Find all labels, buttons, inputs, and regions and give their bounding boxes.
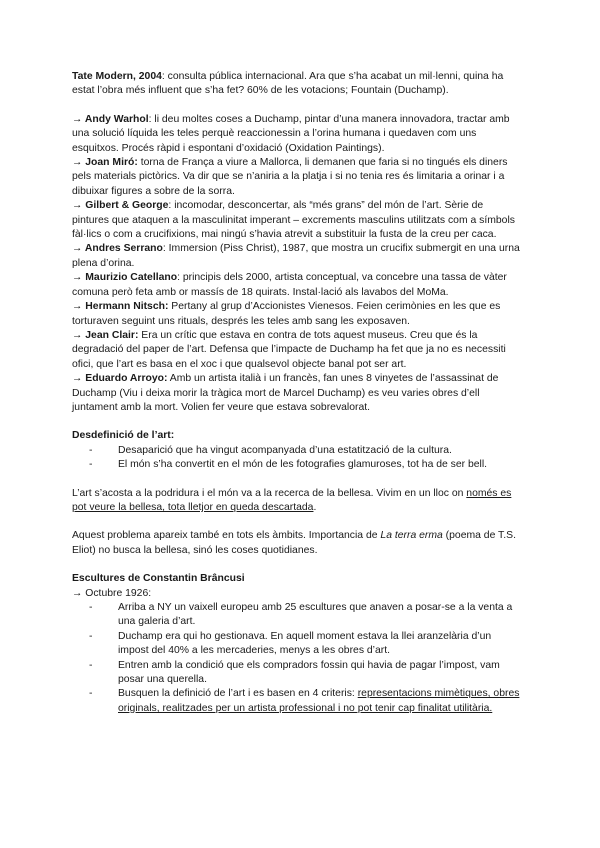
artist-name: Eduardo Arroyo:: [85, 373, 168, 385]
artist-name: Hermann Nitsch:: [85, 301, 169, 313]
section-heading-brancusi: Escultures de Constantin Brâncusi: [72, 573, 245, 585]
artist-text: : principis dels 2000, artista conceptual, va concebre una tassa de vàter comuna però feta amb or massís de 18 quirats. Instal·lació als lavabos del MoMa.: [72, 272, 507, 298]
artist-entry: [72, 300, 520, 329]
arrow-icon: →: [72, 200, 86, 212]
arrow-icon: →: [72, 272, 86, 284]
brancusi-date: → Octubre 1926:: [72, 587, 152, 599]
list-item: [89, 601, 520, 630]
artist-name: Andres Serrano: [84, 243, 163, 255]
podridura-end: .: [313, 501, 317, 513]
artist-text: Era un crític que estava en contra de tots aquest museus. Creu que és la degradació del paper de l’art. Defensa que l’impacte de Duchamp ha fet que ja no es necessiti ofici, que l’art es basa en el xoc i que qualsevol objecte banal pot ser art.: [72, 329, 506, 370]
brancusi-list: [72, 601, 520, 716]
list-item: [89, 630, 520, 659]
artist-text: : incomodar, desconcertar, als “més grans” del món de l’art. Sèrie de pintures que ataquen a la masculinitat imperant – excrements masculins utilitzats com a símbols fàl·lics o com a crucifixions, mai ningú s’havia atrevit a substituir la fusta de la creu per caca.: [72, 200, 515, 241]
list-item: - El món s’ha convertit en el món de les fotografies glamuroses, tot ha de ser bell.: [89, 458, 520, 472]
artist-text: Amb un artista italià i un francès, fan unes 8 vinyetes de l’assassinat de Duchamp (Viu i deixa morir la tràgica mort de Marcel Duchamp) es veu varies obres d’ell juntament amb la mort. Volien fer veure que estava sobrevalorat.: [72, 373, 499, 413]
arrow-icon: →: [72, 301, 86, 313]
list-item-text: Busquen la definició de l’art i es basen en 4 criteris:: [118, 688, 358, 700]
arrow-icon: →: [72, 113, 85, 125]
list-item: - Desaparició que ha vingut acompanyada d’una estatització de la cultura.: [89, 444, 520, 458]
artist-name: Gilbert & George: [85, 200, 169, 212]
arrow-icon: →: [72, 157, 86, 169]
section-heading-desdefinicio: Desdefinició de l’art:: [72, 430, 175, 442]
podridura-paragraph: [72, 487, 520, 516]
problema-paragraph: [72, 529, 520, 558]
artist-entry: [72, 199, 520, 242]
intro-bold: Tate Modern, 2004: [72, 71, 162, 82]
artists-list: [72, 113, 520, 416]
list-item-text: Arriba a NY un vaixell europeu amb 25 escultures que anaven a posar-se a la venta a una galeria d’art.: [118, 602, 513, 628]
artist-name: Andy Warhol: [84, 113, 149, 125]
artist-entry: [72, 372, 520, 415]
list-item: [89, 659, 520, 688]
artist-text: torna de França a viure a Mallorca, li demanen que faria si no tingués els diners pels materials pictòrics. Va dir que se n’aniria a la platja i si no tenia res és limitaria a orinar i a dibuixar figures a sobre de la sorra.: [72, 157, 508, 197]
artist-entry: [72, 156, 520, 199]
arrow-icon: →: [72, 373, 86, 385]
artist-text: : li deu moltes coses a Duchamp, pintar d’una manera innovadora, tractar amb una solució líquida les teles perquè reaccionessin a l’orina humana i quedaven com uns esquitxos. Procés ràpid i espontani d’oxidació (Oxidation Paintings).: [72, 113, 510, 154]
problema-text: Aquest problema apareix també en tots els àmbits. Importancia de: [72, 530, 381, 542]
artist-name: Jean Clair:: [85, 329, 139, 341]
podridura-text: L’art s’acosta a la podridura i el món va a la recerca de la bellesa. Vivim en un lloc on: [72, 487, 467, 499]
arrow-icon: →: [72, 329, 86, 341]
list-item: [89, 687, 520, 716]
arrow-icon: →: [72, 243, 85, 255]
artist-entry: [72, 242, 520, 271]
artist-text: : Immersion (Piss Christ), 1987, que mostra un crucifix submergit en una urna plena d’orina.: [72, 243, 520, 269]
podridura-underlined: només es pot veure la bellesa, tota lletjor en queda descartada: [72, 487, 512, 513]
artist-text: Pertany al grup d’Accionistes Vienesos. Feien cerimònies en les que es torturaven seguint uns rituals, després les teles amb sang les exposaven.: [72, 301, 501, 327]
list-item-text: Entren amb la condició que els compradors fossin qui havia de pagar l’impost, vam posar una querella.: [118, 659, 500, 686]
list-item-underlined: representacions mimètiques, obres originals, realitzades per un artista professional i no pot tenir cap finalitat utilitària.: [118, 688, 520, 714]
artist-entry: [72, 271, 520, 300]
problema-italic: La terra erma: [380, 530, 443, 542]
problema-end: (poema de T.S. Eliot) no busca la bellesa, sinó les coses quotidianes.: [72, 530, 516, 556]
artist-entry: [72, 329, 520, 372]
artist-name: Joan Miró:: [85, 157, 138, 169]
desdefinicio-list: [72, 444, 520, 473]
intro-paragraph: [72, 70, 520, 99]
artist-name: Maurizio Catellano: [85, 272, 178, 284]
artist-entry: [72, 113, 520, 156]
intro-text: : consulta pública internacional. Ara que s’ha acabat un mil·lenni, quina ha estat l’obra més influent que s’ha fet? 60% de les votacions; Fountain (Duchamp).: [72, 71, 504, 97]
list-item-text: Duchamp era qui ho gestionava. En aquell moment estava la llei aranzelària d’un impost del 40% a les mercaderies, menys a les obres d’art.: [118, 630, 492, 657]
